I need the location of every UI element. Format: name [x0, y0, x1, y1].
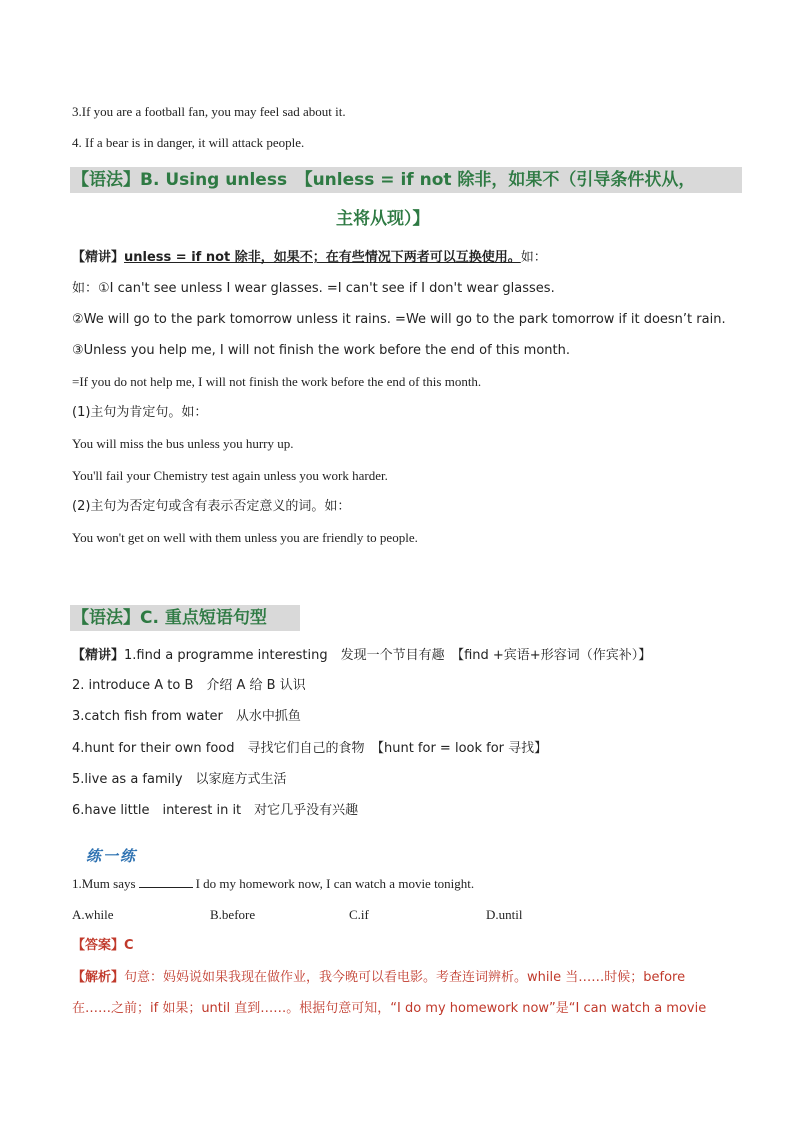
- question-1: 1.Mum says I do my homework now, I can watch a movie tonight.: [72, 876, 475, 891]
- section-b-heading: 【语法】B. Using unless 【unless = if not 除非，如果不（引导条件状从，: [72, 170, 696, 190]
- option-d: D.until: [486, 907, 523, 922]
- phrase-1: 【精讲】1.find a programme interesting 发现一个节目有趣 【find +宾语+形容词（作宾补）】: [72, 648, 652, 663]
- point-1-example-a: You will miss the bus unless you hurry up.: [72, 436, 294, 451]
- phrase-4: 4.hunt for their own food 寻找它们自己的食物 【hunt for = look for 寻找】: [72, 741, 548, 756]
- point-1: (1)主句为肯定句。如：: [72, 405, 208, 420]
- jingjiang-underlined: unless = if not 除非，如果不；在有些情况下两者可以互换使用。: [124, 250, 521, 265]
- example-2: ②We will go to the park tomorrow unless it rains. =We will go to the park tomorrow if it doesn’t rain.: [72, 312, 726, 327]
- point-2: (2)主句为否定句或含有表示否定意义的词。如：: [72, 499, 351, 514]
- example-3b: =If you do not help me, I will not finish the work before the end of this month.: [72, 374, 482, 389]
- point-2-example: You won't get on well with them unless you are friendly to people.: [72, 530, 418, 545]
- phrase-2: 2. introduce A to B 介绍 A 给 B 认识: [72, 678, 306, 693]
- section-c-heading: 【语法】C. 重点短语句型: [72, 608, 267, 628]
- option-b: B.before: [210, 907, 256, 922]
- jingjiang-unless: 【精讲】unless = if not 除非，如果不；在有些情况下两者可以互换使用。如：: [72, 250, 547, 265]
- phrase-3: 3.catch fish from water 从水中抓鱼: [72, 709, 301, 724]
- answer-blank: [139, 875, 193, 888]
- option-a: A.while: [72, 907, 114, 922]
- example-1: 如：①I can't see unless I wear glasses. =I can't see if I don't wear glasses.: [72, 281, 555, 296]
- option-c: C.if: [349, 907, 369, 922]
- analysis-label: 【解析】: [72, 970, 125, 985]
- analysis-line-2: 在……之前；if 如果；until 直到……。根据句意可知，“I do my homework now”是“I can watch a movie: [72, 1001, 707, 1016]
- example-3: ③Unless you help me, I will not finish the work before the end of this month.: [72, 343, 571, 358]
- answer-label: 【答案】C: [72, 938, 134, 953]
- phrase-6: 6.have little interest in it 对它几乎没有兴趣: [72, 803, 359, 818]
- sentence-4: 4. If a bear is in danger, it will attack people.: [72, 135, 305, 150]
- sentence-3: 3.If you are a football fan, you may feel sad about it.: [72, 104, 346, 119]
- point-1-example-b: You'll fail your Chemistry test again unless you work harder.: [72, 468, 388, 483]
- analysis-line-1: 【解析】句意：妈妈说如果我现在做作业，我今晚可以看电影。考查连词辨析。while 当……时候；before: [72, 970, 686, 985]
- jingjiang-label: 【精讲】: [72, 250, 125, 265]
- practice-title: 练一练: [86, 847, 138, 865]
- section-b-heading-cont: 主将从现）】: [336, 209, 430, 229]
- phrase-5: 5.live as a family 以家庭方式生活: [72, 772, 287, 787]
